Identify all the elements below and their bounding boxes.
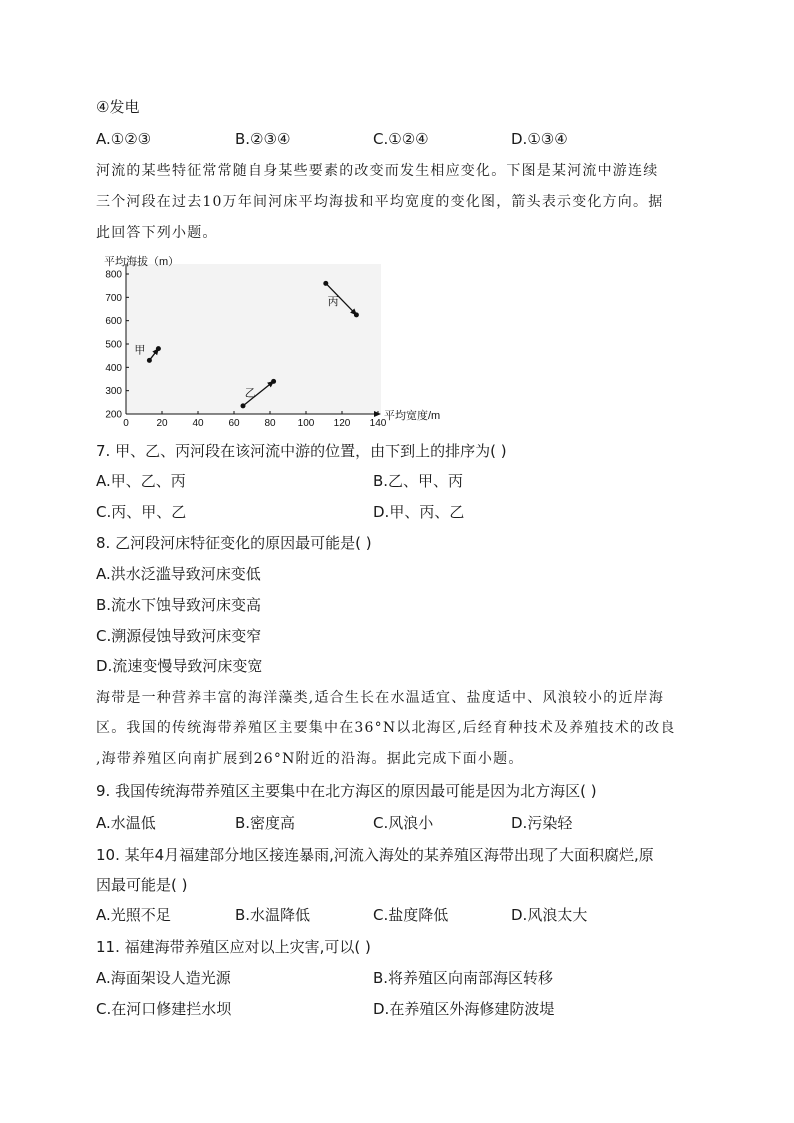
prev-option-c: C.①②④ <box>373 130 429 148</box>
prev-option-a: A.①②③ <box>96 130 152 148</box>
q9-option-b: B.密度高 <box>235 814 296 832</box>
start-point-1 <box>241 403 246 408</box>
q9-option-d: D.污染轻 <box>511 814 573 832</box>
x-tick-label: 60 <box>228 418 240 429</box>
q11-stem: 11. 福建海带养殖区应对以上灾害,可以( ) <box>96 938 371 956</box>
q10-option-a: A.光照不足 <box>96 906 171 924</box>
passage1-line1: 河流的某些特征常常随自身某些要素的改变而发生相应变化。下图是某河流中游连续 <box>96 163 659 179</box>
q7-option-d: D.甲、丙、乙 <box>373 503 465 521</box>
passage2-line3: ,海带养殖区向南扩展到26°N附近的沿海。据此完成下面小题。 <box>96 751 524 767</box>
q9-stem: 9. 我国传统海带养殖区主要集中在北方海区的原因最可能是因为北方海区( ) <box>96 782 597 800</box>
passage1-line3: 此回答下列小题。 <box>96 225 218 241</box>
x-tick-label: 40 <box>192 418 204 429</box>
y-tick-label: 500 <box>105 339 122 351</box>
x-tick-label: 100 <box>297 418 315 429</box>
q11-option-a: A.海面架设人造光源 <box>96 969 231 987</box>
x-tick-label: 0 <box>123 418 129 429</box>
q7-option-c: C.丙、甲、乙 <box>96 503 187 521</box>
y-tick-label: 400 <box>105 362 122 374</box>
q9-option-c: C.风浪小 <box>373 814 434 832</box>
q10-stem-line1: 10. 某年4月福建部分地区接连暴雨,河流入海处的某养殖区海带出现了大面积腐烂,原 <box>96 846 654 864</box>
x-tick-label: 80 <box>264 418 276 429</box>
y-tick-label: 600 <box>105 316 122 328</box>
q10-stem-line2: 因最可能是( ) <box>96 876 188 894</box>
item-4-text: ④发电 <box>96 98 140 116</box>
q11-option-c: C.在河口修建拦水坝 <box>96 1000 232 1018</box>
x-tick-label: 140 <box>369 418 387 429</box>
start-point-2 <box>323 281 328 286</box>
river-section-chart <box>96 252 456 430</box>
passage2-line1: 海带是一种营养丰富的海洋藻类,适合生长在水温适宜、盐度适中、风浪较小的近岸海 <box>96 690 665 706</box>
q11-option-d: D.在养殖区外海修建防波堤 <box>373 1000 555 1018</box>
y-tick-label: 200 <box>105 409 122 421</box>
series-label: 甲 <box>134 344 146 357</box>
q9-option-a: A.水温低 <box>96 814 156 832</box>
q7-option-b: B.乙、甲、丙 <box>373 472 464 490</box>
q8-stem: 8. 乙河段河床特征变化的原因最可能是( ) <box>96 534 372 552</box>
q8-option-b: B.流水下蚀导致河床变高 <box>96 596 262 614</box>
end-point-1 <box>271 379 276 384</box>
q7-option-a: A.甲、乙、丙 <box>96 472 186 490</box>
series-label: 丙 <box>327 296 339 309</box>
x-tick-label: 120 <box>333 418 351 429</box>
start-point-0 <box>147 358 152 363</box>
q10-option-b: B.水温降低 <box>235 906 311 924</box>
q8-option-d: D.流速变慢导致河床变宽 <box>96 657 263 675</box>
q10-option-c: C.盐度降低 <box>373 906 449 924</box>
prev-option-d: D.①③④ <box>511 130 568 148</box>
x-axis-label: 平均宽度/m <box>384 410 441 422</box>
q7-stem: 7. 甲、乙、丙河段在该河流中游的位置，由下到上的排序为( ) <box>96 442 507 460</box>
q11-option-b: B.将养殖区向南部海区转移 <box>373 969 554 987</box>
end-point-2 <box>354 312 359 317</box>
series-label: 乙 <box>244 387 256 400</box>
prev-option-b: B.②③④ <box>235 130 291 148</box>
end-point-0 <box>156 346 161 351</box>
x-tick-label: 20 <box>156 418 168 429</box>
y-tick-label: 300 <box>105 386 122 398</box>
passage1-line2: 三个河段在过去10万年间河床平均海拔和平均宽度的变化图，箭头表示变化方向。据 <box>96 194 664 210</box>
q8-option-a: A.洪水泛滥导致河床变低 <box>96 565 261 583</box>
y-tick-label: 800 <box>105 269 122 281</box>
passage2-line2: 区。我国的传统海带养殖区主要集中在36°N以北海区,后经育种技术及养殖技术的改良 <box>96 720 676 736</box>
y-tick-label: 700 <box>105 292 122 304</box>
q8-option-c: C.溯源侵蚀导致河床变窄 <box>96 627 262 645</box>
y-axis-label: 平均海拔（m） <box>104 256 180 268</box>
q10-option-d: D.风浪太大 <box>511 906 588 924</box>
